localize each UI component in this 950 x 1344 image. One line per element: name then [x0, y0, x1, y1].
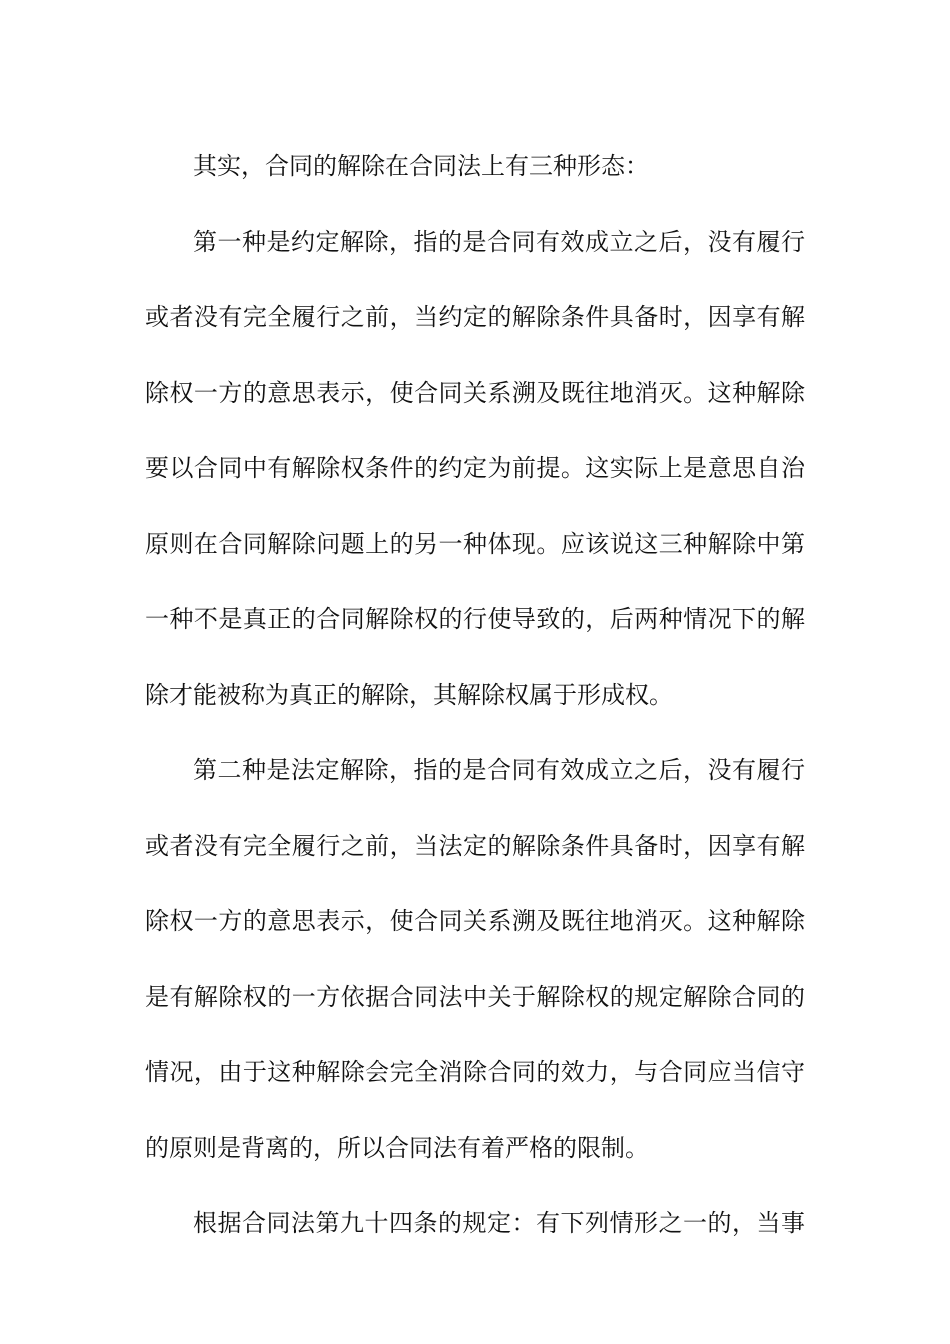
- paragraph-4-line-1: 根据合同法第九十四条的规定：有下列情形之一的，当事: [193, 1209, 805, 1237]
- paragraph-3-line-6: 的原则是背离的，所以合同法有着严格的限制。: [145, 1133, 649, 1162]
- paragraph-3-line-4: 是有解除权的一方依据合同法中关于解除权的规定解除合同的: [145, 982, 805, 1011]
- paragraph-3-line-3: 除权一方的意思表示，使合同关系溯及既往地消灭。这种解除: [145, 907, 805, 935]
- paragraph-2-line-5: 原则在合同解除问题上的另一种体现。应该说这三种解除中第: [145, 529, 805, 558]
- paragraph-3-line-1: 第二种是法定解除，指的是合同有效成立之后，没有履行: [193, 756, 805, 784]
- paragraph-3-line-2: 或者没有完全履行之前，当法定的解除条件具备时，因享有解: [145, 831, 805, 860]
- paragraph-2-line-7: 除才能被称为真正的解除，其解除权属于形成权。: [145, 680, 673, 709]
- paragraph-2-line-1: 第一种是约定解除，指的是合同有效成立之后，没有履行: [193, 227, 805, 256]
- body-text: [145, 129, 805, 1262]
- paragraph-2-line-2: 或者没有完全履行之前，当约定的解除条件具备时，因享有解: [145, 303, 805, 331]
- paragraph-2-line-6: 一种不是真正的合同解除权的行使导致的，后两种情况下的解: [145, 605, 805, 633]
- paragraph-3-line-5: 情况，由于这种解除会完全消除合同的效力，与合同应当信守: [145, 1058, 805, 1086]
- paragraph-2-line-3: 除权一方的意思表示，使合同关系溯及既往地消灭。这种解除: [145, 378, 805, 407]
- paragraph-2-line-4: 要以合同中有解除权条件的约定为前提。这实际上是意思自治: [145, 454, 805, 482]
- paragraph-1-line-1: 其实，合同的解除在合同法上有三种形态：: [193, 152, 649, 180]
